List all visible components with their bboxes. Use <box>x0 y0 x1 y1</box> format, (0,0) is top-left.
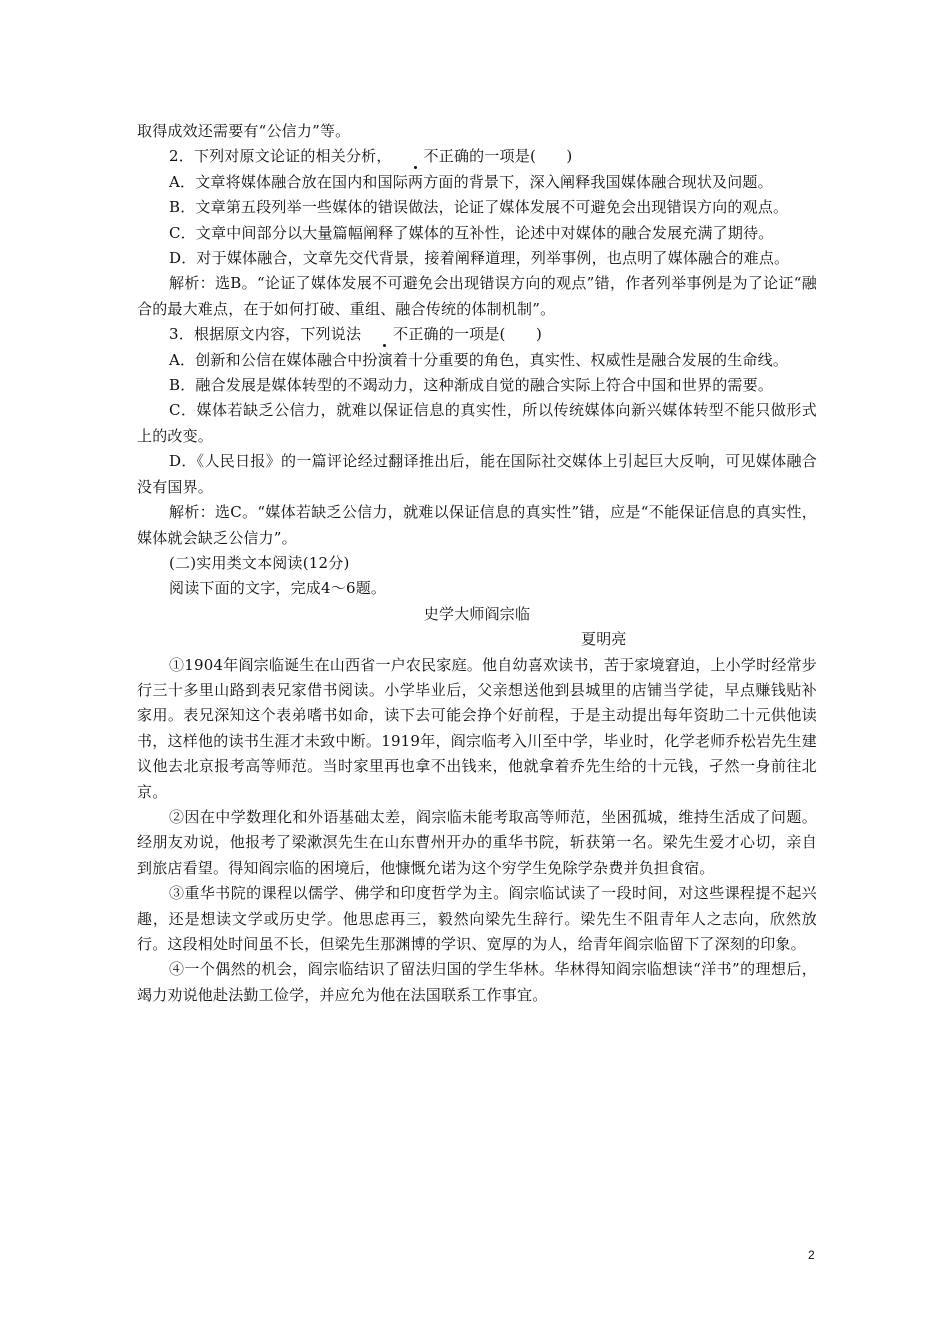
answer-analysis: 解析：选B。“论证了媒体发展不可避免会出现错误方向的观点”错，作者列举事例是为了论证“融合的最大难点，在于如何打破、重组、融合传统的体制机制”。 <box>137 274 817 318</box>
option-b: B．融合发展是媒体转型的不竭动力，这种渐成自觉的融合实际上符合中国和世界的需要。 <box>169 376 774 395</box>
continued-text: 取得成效还需要有“公信力”等。 <box>137 122 351 140</box>
page-content <box>137 119 817 1008</box>
article-paragraph: ①1904年阎宗临诞生在山西省一户农民家庭。他自幼喜欢读书，苦于家境窘迫，上小学时经常步行三十多里山路到表兄家借书阅读。小学毕业后，父亲想送他到县城里的店铺当学徒，早点赚钱贴补家用。表兄深知这个表弟嗜书如命，读下去可能会挣个好前程，于是主动提出每年资助二十元供他读书，这样他的读书生涯才未致中断。1919年，阎宗临考入川至中学，毕业时，化学老师乔松岩先生建议他去北京报考高等师范。当时家里再也拿不出钱来，他就拿着乔先生给的十元钱，孑然一身前往北京。 <box>137 655 817 801</box>
question-stem-part: 3．根据原文内容，下列说法 <box>169 325 362 344</box>
option-b: B．文章第五段列举一些媒体的错误做法，论证了媒体发展不可避免会出现错误方向的观点。 <box>169 198 789 217</box>
option-a: A．文章将媒体融合放在国内和国际两方面的背景下，深入阐释我国媒体融合现状及问题。 <box>169 172 773 191</box>
article-paragraph: ②因在中学数理化和外语基础太差，阎宗临未能考取高等师范，坐困孤城，维持生活成了问题。经朋友劝说，他报考了梁漱溟先生在山东曹州开办的重华书院，斩获第一名。梁先生爱才心切，亲自到旅店看望。得知阎宗临的困境后，他慷慨允诺为这个穷学生免除学杂费并负担食宿。 <box>137 807 817 877</box>
question-stem-part: 正确的一项是( ) <box>408 325 543 344</box>
section-heading: (二)实用类文本阅读(12分) <box>169 553 350 572</box>
article-title: 史学大师阎宗临 <box>423 604 531 623</box>
emphasis-dot-char: 不 <box>392 144 439 169</box>
option-c: C．媒体若缺乏公信力，就难以保证信息的真实性，所以传统媒体向新兴媒体转型不能只做形式上的改变。 <box>137 401 817 445</box>
question-2-stem <box>137 144 817 169</box>
option-c: C．文章中间部分以大量篇幅阐释了媒体的互补性，论述中对媒体的融合发展充满了期待。 <box>169 223 774 242</box>
option-a: A．创新和公信在媒体融合中扮演着十分重要的角色，真实性、权威性是融合发展的生命线。 <box>169 350 789 369</box>
article-paragraph: ③重华书院的课程以儒学、佛学和印度哲学为主。阎宗临试读了一段时间，对这些课程提不起兴趣，还是想读文学或历史学。他思虑再三，毅然向梁先生辞行。梁先生不阻青年人之志向，欣然放行。这段相处时间虽不长，但梁先生那渊博的学识、宽厚的为人，给青年阎宗临留下了深刻的印象。 <box>137 884 817 953</box>
page-number: 2 <box>808 1248 815 1262</box>
option-d: D．《人民日报》的一篇评论经过翻译推出后，能在国际社交媒体上引起巨大反响，可见媒体融合没有国界。 <box>137 452 817 496</box>
option-d: D．对于媒体融合，文章先交代背景，接着阐释道理，列举事例，也点明了媒体融合的难点。 <box>169 249 790 268</box>
answer-analysis: 解析：选C。“媒体若缺乏公信力，就难以保证信息的真实性”错，应是“不能保证信息的真实性，媒体就会缺乏公信力”。 <box>137 503 817 547</box>
question-stem-part: 正确的一项是( ) <box>438 147 573 166</box>
question-stem-part: 2．下列对原文论证的相关分析， <box>169 147 392 166</box>
article-author: 夏明亮 <box>581 630 627 649</box>
emphasis-dot-char: 不 <box>361 322 408 347</box>
reading-instruction: 阅读下面的文字，完成4～6题。 <box>169 579 387 598</box>
article-paragraph: ④一个偶然的机会，阎宗临结识了留法归国的学生华林。华林得知阎宗临想读“洋书”的理想后，竭力劝说他赴法勤工俭学，并应允为他在法国联系工作事宜。 <box>137 960 817 1004</box>
question-3-stem <box>137 322 817 347</box>
